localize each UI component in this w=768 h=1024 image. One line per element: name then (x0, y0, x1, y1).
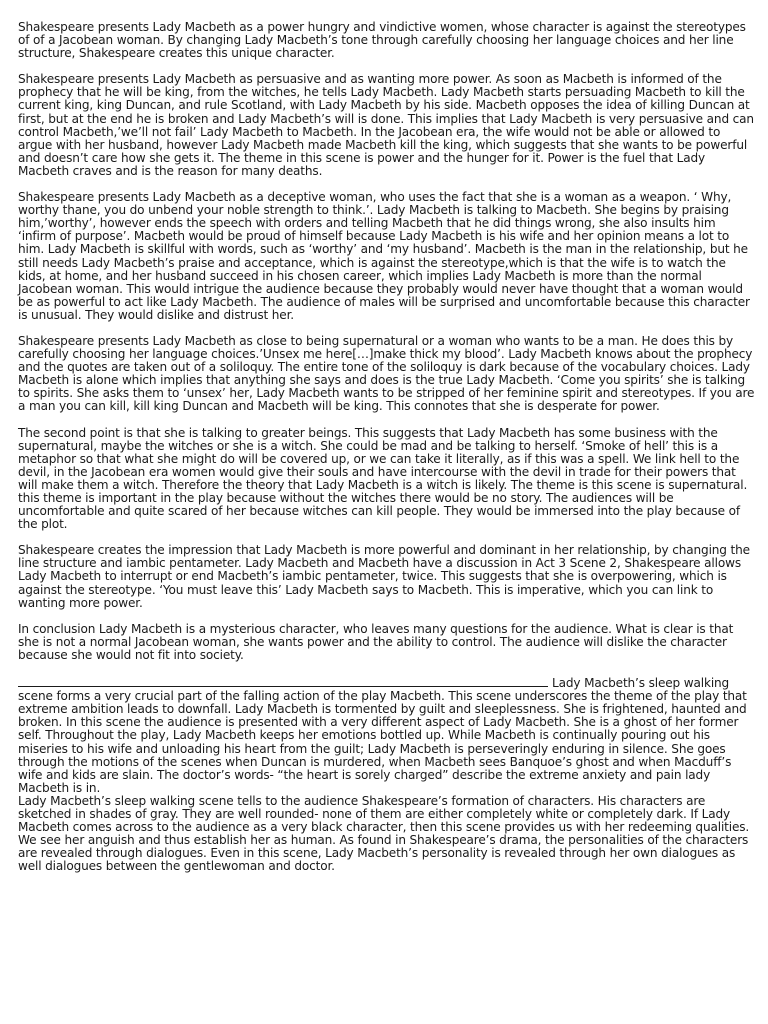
paragraph-greater-beings: The second point is that she is talking to greater beings. This suggests that Lady Macbeth has some business with the supernatural, maybe the witches or she is a witch. She could be mad and be talking to herself. ‘Smoke of hell’ this is a metaphor so that what she might do will be covered up, or we can take it literally, as if this was a spell. We link hell to the devil, in the Jacobean era women would give their souls and have intercourse with the devil in trade for their powers that will make them a witch. Therefore the theory that Lady Macbeth is a witch is likely. The theme is this scene is supernatural. this theme is important in the play because without the witches there would be no story. The audiences will be uncomfortable and quite scared of her because witches can kill people. They would be immersed into the play because of the plot. (18, 425, 748, 532)
paragraph-line-structure: Shakespeare creates the impression that Lady Macbeth is more powerful and dominant in her relationship, by changing the line structure and iambic pentameter. Lady Macbeth and Macbeth have a discussion in Act 3 Scene 2, Shakespeare allows Lady Macbeth to interrupt or end Macbeth’s iambic pentameter, twice. This suggests that she is overpowering, which is against the stereotype. ‘You must leave this’ Lady Macbeth says to Macbeth. This is imperative, which you can link to wanting more power. (18, 543, 750, 610)
paragraph-conclusion: In conclusion Lady Macbeth is a mysterious character, who leaves many questions for the audience. What is clear is that she is not a normal Jacobean woman, she wants power and the ability to control. The audience will dislike the character because she would not fit into society. (18, 621, 734, 662)
horizontal-rule (18, 675, 548, 687)
paragraph-deceptive: Shakespeare presents Lady Macbeth as a deceptive woman, who uses the fact that she is a woman as a weapon. ‘ Why, worthy thane, you do unbend your noble strength to think.’. Lady Macbeth is talking to Macbeth. She begins by praising him,’worthy’, however ends the speech with orders and telling Macbeth that he did things wrong, she also insults him ‘infirm of purpose’. Macbeth would be proud of himself because Lady Macbeth is his wife and her opinion means a lot to him. Lady Macbeth is skillful with words, such as ‘worthy’ and ‘my husband’. Macbeth is the man in the relationship, but he still needs Lady Macbeth’s praise and acceptance, which is against the stereotype,which is that the wife is to watch the kids, at home, and her husband succeed in his chosen career, which implies Lady Macbeth is more than the normal Jacobean woman. This would intrigue the audience because they probably would never have thought that a woman would be as powerful to act like Lady Macbeth. The audience of males will be surprised and uncomfortable because this character is unusual. They would dislike and distrust her. (18, 190, 750, 322)
paragraph-supernatural: Shakespeare presents Lady Macbeth as close to being supernatural or a woman who wants to be a man. He does this by carefully choosing her language choices.’Unsex me here[…]make thick my blood’. Lady Macbeth knows about the prophecy and the quotes are taken out of a soliloquy. The entire tone of the soliloquy is dark because of the vocabulary choices. Lady Macbeth is alone which implies that anything she says and does is the true Lady Macbeth. ‘Come you spirits’ she is talking to spirits. She asks them to ‘unsex’ her, Lady Macbeth wants to be stripped of her feminine spirit and stereotypes. If you are a man you can kill, kill king Duncan and Macbeth will be king. This connotes that she is desperate for power. (18, 333, 755, 414)
sleepwalking-intro-text: Lady Macbeth’s sleep walking scene forms a very crucial part of the falling action of the play Macbeth. This scene underscores the theme of the play that extreme ambition leads to downfall. Lady Macbeth is tormented by guilt and sleeplessness. She is frightened, haunted and broken. In this scene the audience is presented with a very different aspect of Lady Macbeth. She is a ghost of her former self. Throughout the play, Lady Macbeth keeps her emotions bottled up. While Macbeth is continually pouring out his miseries to his wife and unloading his heart from the guilt; Lady Macbeth is perseveringly enduring in silence. She goes through the motions of the scenes when Duncan is murdered, when Macbeth sees Banquoe’s ghost and when Macduff’s wife and kids are slain. The doctor’s words- “the heart is sorely charged” describe the extreme anxiety and pain lady Macbeth is in. (18, 676, 747, 795)
paragraph-sleepwalking-continued: Lady Macbeth’s sleep walking scene tells to the audience Shakespeare’s formation of characters. His characters are sketched in shades of gray. They are well rounded- none of them are either completely white or completely dark. If Lady Macbeth comes across to the audience as a very black character, then this scene provides us with her redeeming qualities. We see her anguish and thus establish her as human. As found in Shakespeare’s drama, the personalities of the characters are revealed through dialogues. Even in this scene, Lady Macbeth’s personality is revealed through her own dialogues as well dialogues between the gentlewoman and doctor. (18, 793, 750, 874)
document-body (18, 21, 756, 873)
paragraph-introduction: Shakespeare presents Lady Macbeth as a power hungry and vindictive women, whose character is against the stereotypes of of a Jacobean woman. By changing Lady Macbeth’s tone through carefully choosing her language choices and her line structure, Shakespeare creates this unique character. (18, 20, 746, 61)
paragraph-persuasive: Shakespeare presents Lady Macbeth as persuasive and as wanting more power. As soon as Macbeth is informed of the prophecy that he will be king, from the witches, he tells Lady Macbeth. Lady Macbeth starts persuading Macbeth to kill the current king, king Duncan, and rule Scotland, with Lady Macbeth by his side. Macbeth opposes the idea of killing Duncan at first, but at the end he is broken and Lady Macbeth’s will is done. This implies that Lady Macbeth is very persuasive and can control Macbeth,’we’ll not fail’ Lady Macbeth to Macbeth. In the Jacobean era, the wife would not be able or allowed to argue with her husband, however Lady Macbeth made Macbeth kill the king, which suggests that she wants to be powerful and doesn’t care how she gets it. The theme in this scene is power and the hunger for it. Power is the fuel that Lady Macbeth craves and is the reason for many deaths. (18, 72, 754, 178)
paragraph-sleepwalking-intro (18, 675, 756, 795)
